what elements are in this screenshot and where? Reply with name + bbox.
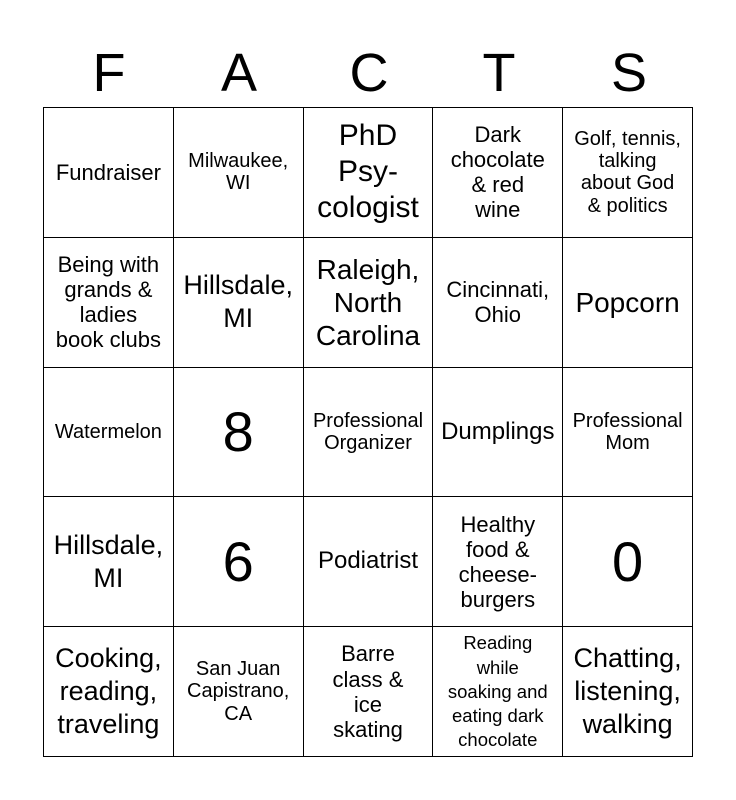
bingo-cell-r4c3[interactable] bbox=[304, 497, 434, 627]
bingo-cell-r3c2[interactable] bbox=[174, 368, 304, 498]
cell-text: 8 bbox=[222, 399, 254, 463]
header-letter-c: C bbox=[349, 43, 389, 103]
cell-text: Raleigh, North Carolina bbox=[315, 253, 421, 351]
cell-text: Professional Mom bbox=[572, 409, 683, 454]
cell-text: Professional Organizer bbox=[312, 409, 424, 454]
cell-text: 0 bbox=[612, 529, 644, 593]
bingo-card-grid bbox=[43, 107, 693, 757]
bingo-cell-r4c2[interactable] bbox=[174, 497, 304, 627]
bingo-header bbox=[44, 40, 694, 106]
bingo-cell-r1c3[interactable] bbox=[304, 108, 434, 238]
bingo-cell-r3c4[interactable] bbox=[433, 368, 563, 498]
cell-text: Healthy food & cheese- burgers bbox=[458, 511, 537, 612]
cell-text: Milwaukee, WI bbox=[188, 150, 289, 195]
cell-text: Cincinnati, Ohio bbox=[446, 277, 550, 328]
header-letter-f: F bbox=[92, 43, 126, 103]
cell-text: PhD Psy- cologist bbox=[317, 119, 419, 225]
cell-text: 6 bbox=[222, 529, 254, 593]
header-letter-s: S bbox=[610, 43, 648, 103]
bingo-cell-r2c1[interactable] bbox=[44, 238, 174, 368]
bingo-cell-r1c2[interactable] bbox=[174, 108, 304, 238]
bingo-cell-r1c5[interactable] bbox=[563, 108, 693, 238]
cell-text: Hillsdale, MI bbox=[183, 270, 293, 334]
bingo-cell-r1c1[interactable] bbox=[44, 108, 174, 238]
bingo-cell-r4c4[interactable] bbox=[433, 497, 563, 627]
bingo-cell-r2c3[interactable] bbox=[304, 238, 434, 368]
cell-text: Golf, tennis, talking about God & politics bbox=[574, 127, 681, 217]
bingo-cell-r5c4[interactable] bbox=[433, 627, 563, 757]
bingo-cell-r5c3[interactable] bbox=[304, 627, 434, 757]
bingo-cell-r3c1[interactable] bbox=[44, 368, 174, 498]
cell-text: Watermelon bbox=[54, 420, 162, 443]
cell-text: Reading while soaking and eating dark chocolate bbox=[447, 632, 548, 750]
header-letter-a: A bbox=[220, 43, 258, 103]
bingo-cell-r2c4[interactable] bbox=[433, 238, 563, 368]
cell-text: Barre class & ice skating bbox=[332, 641, 404, 742]
bingo-cell-r3c3[interactable] bbox=[304, 368, 434, 498]
cell-text: Cooking, reading, traveling bbox=[55, 643, 162, 740]
bingo-cell-r5c1[interactable] bbox=[44, 627, 174, 757]
cell-text: Podiatrist bbox=[317, 547, 419, 575]
cell-text: Popcorn bbox=[575, 286, 680, 318]
bingo-cell-r2c5[interactable] bbox=[563, 238, 693, 368]
bingo-cell-r5c5[interactable] bbox=[563, 627, 693, 757]
bingo-cell-r2c2[interactable] bbox=[174, 238, 304, 368]
cell-text: Being with grands & ladies book clubs bbox=[55, 252, 161, 353]
cell-text: Dark chocolate & red wine bbox=[450, 122, 545, 223]
bingo-cell-r4c1[interactable] bbox=[44, 497, 174, 627]
bingo-cell-r4c5[interactable] bbox=[563, 497, 693, 627]
header-letter-t: T bbox=[482, 43, 516, 103]
cell-text: Dumplings bbox=[441, 417, 555, 445]
cell-text: Hillsdale, MI bbox=[53, 529, 164, 593]
cell-text: Chatting, listening, walking bbox=[573, 643, 682, 740]
cell-text: Fundraiser bbox=[55, 159, 161, 185]
cell-text: San Juan Capistrano, CA bbox=[187, 658, 290, 725]
bingo-cell-r5c2[interactable] bbox=[174, 627, 304, 757]
bingo-cell-r3c5[interactable] bbox=[563, 368, 693, 498]
bingo-cell-r1c4[interactable] bbox=[433, 108, 563, 238]
